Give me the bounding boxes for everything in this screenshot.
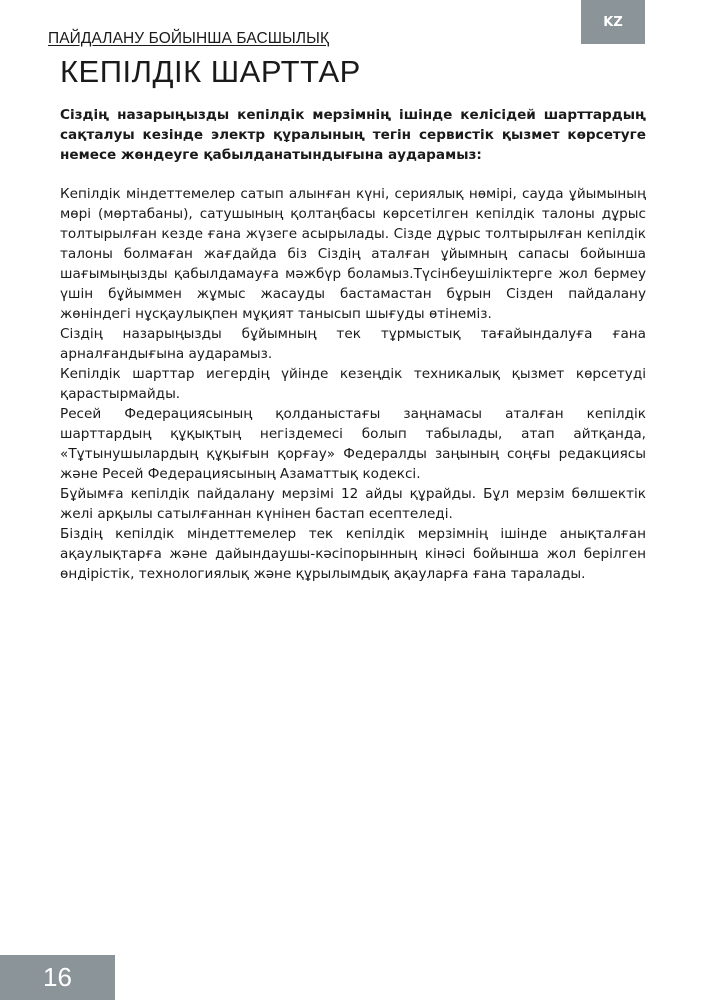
intro-paragraph: Сіздің назарыңызды кепілдік мерзімнің ішінде келісідей шарттардың сақталуы кезінде электр құралының тегін сервистік қызмет көрсетуге немесе жөндеуге қабылданатындығына аударамыз: xyxy=(60,107,646,163)
body-paragraph: Ресей Федерациясының қолданыстағы заңнамасы аталған кепілдік шарттардың құқықтың негіздемесі болып табылады, атап айтқанда, «Тұтынушылардың құқығын қорғау» Федералды заңының соңғы редакциясы және Ресей Федерациясының Азаматтық кодексі. xyxy=(60,406,646,482)
language-tab xyxy=(581,0,645,44)
body-paragraph: Кепілдік міндеттемелер сатып алынған күні, сериялық нөмірі, сауда ұйымының мөрі (мөртабаны), сатушының қолтаңбасы көрсетілген кепілдік талоны дұрыс толтырылған кезде ғана жүзеге асырылады. Сізде дұрыс толтырылған кепілдік талоны болмаған жағдайда біз Сіздің аталған ұйымның сапасы бойынша шағымыңызды қабылдамауға мәжбүр боламыз.Түсінбеушіліктерге жол бермеу үшін бұйыммен жұмыс жасауды бастамастан бұрын Сізден пайдалану жөніндегі нұсқаулықпен мұқият танысып шығуды өтінеміз. xyxy=(60,186,646,322)
language-code: KZ xyxy=(603,14,623,30)
body-paragraph: Кепілдік шарттар иегердің үйінде кезеңдік техникалық қызмет көрсетуді қарастырмайды. xyxy=(60,366,646,402)
page-number: 16 xyxy=(43,962,72,992)
manual-header-title: ПАЙДАЛАНУ БОЙЫНША БАСШЫЛЫҚ xyxy=(48,30,330,47)
body-paragraph: Біздің кепілдік міндеттемелер тек кепілдік мерзімнің ішінде анықталған ақаулықтарға және дайындаушы-кәсіпорынның кінәсі бойынша жол берілген өндірістік, технологиялық және құрылымдық ақауларға ғана таралады. xyxy=(60,526,646,582)
body-paragraph: Сіздің назарыңызды бұйымның тек тұрмыстық тағайындалуға ғана арналғандығына аударамыз. xyxy=(60,326,646,362)
page-title: КЕПІЛДІК ШАРТТАР xyxy=(60,54,361,89)
body-paragraph: Бұйымға кепілдік пайдалану мерзімі 12 айды құрайды. Бұл мерзім бөлшектік желі арқылы сатылғаннан күнінен бастап есептеледі. xyxy=(60,486,646,522)
body-text xyxy=(60,184,646,584)
page-number-box xyxy=(0,955,115,1000)
